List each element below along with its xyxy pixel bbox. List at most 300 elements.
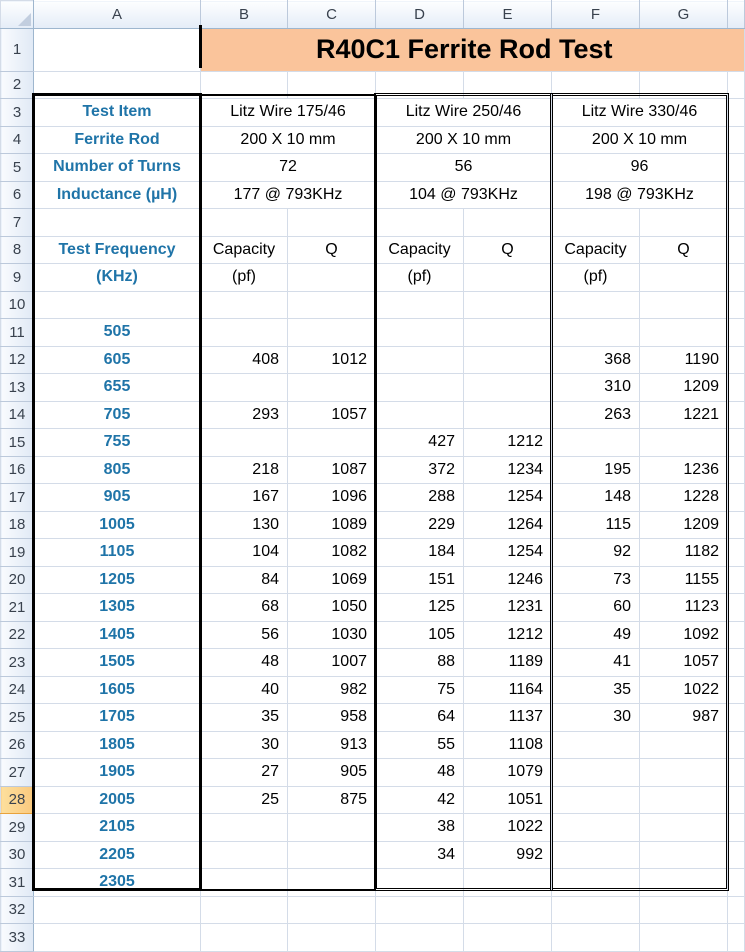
cell-A23[interactable]: 1505 xyxy=(34,649,201,677)
cell-F3[interactable]: Litz Wire 330/46 xyxy=(552,99,728,127)
cell-B24[interactable]: 40 xyxy=(201,676,288,704)
cell-B31[interactable] xyxy=(201,869,288,897)
cell-H10[interactable] xyxy=(728,291,745,319)
row-header-31[interactable]: 31 xyxy=(1,869,34,897)
cell-B12[interactable]: 408 xyxy=(201,346,288,374)
cell-A9[interactable]: (KHz) xyxy=(34,264,201,292)
cell-A11[interactable]: 505 xyxy=(34,319,201,347)
col-header-F[interactable]: F xyxy=(552,1,640,29)
cell-H27[interactable] xyxy=(728,759,745,787)
cell-F8[interactable]: Capacity xyxy=(552,236,640,264)
cell-E26[interactable]: 1108 xyxy=(464,731,552,759)
cell-C31[interactable] xyxy=(288,869,376,897)
cell-E16[interactable]: 1234 xyxy=(464,456,552,484)
cell-E33[interactable] xyxy=(464,924,552,952)
cell-H1[interactable] xyxy=(728,28,745,71)
cell-F28[interactable] xyxy=(552,786,640,814)
row-header-1[interactable]: 1 xyxy=(1,28,34,71)
cell-A24[interactable]: 1605 xyxy=(34,676,201,704)
cell-D8[interactable]: Capacity xyxy=(376,236,464,264)
cell-A21[interactable]: 1305 xyxy=(34,594,201,622)
cell-C12[interactable]: 1012 xyxy=(288,346,376,374)
cell-E10[interactable] xyxy=(464,291,552,319)
row-header-22[interactable]: 22 xyxy=(1,621,34,649)
row-header-12[interactable]: 12 xyxy=(1,346,34,374)
cell-B33[interactable] xyxy=(201,924,288,952)
cell-F4[interactable]: 200 X 10 mm xyxy=(552,126,728,154)
cell-E28[interactable]: 1051 xyxy=(464,786,552,814)
cell-B27[interactable]: 27 xyxy=(201,759,288,787)
cell-F5[interactable]: 96 xyxy=(552,154,728,182)
cell-D5[interactable]: 56 xyxy=(376,154,552,182)
cell-A20[interactable]: 1205 xyxy=(34,566,201,594)
cell-A1[interactable] xyxy=(34,28,201,71)
col-header-A[interactable]: A xyxy=(34,1,201,29)
row-header-2[interactable]: 2 xyxy=(1,71,34,99)
cell-E23[interactable]: 1189 xyxy=(464,649,552,677)
cell-E18[interactable]: 1264 xyxy=(464,511,552,539)
sheet-row-3 xyxy=(1,99,745,127)
cell-B14[interactable]: 293 xyxy=(201,401,288,429)
cell-F29[interactable] xyxy=(552,814,640,842)
cell-E14[interactable] xyxy=(464,401,552,429)
cell-C25[interactable]: 958 xyxy=(288,704,376,732)
cell-E19[interactable]: 1254 xyxy=(464,539,552,567)
cell-D18[interactable]: 229 xyxy=(376,511,464,539)
cell-D6[interactable]: 104 @ 793KHz xyxy=(376,181,552,209)
cell-C23[interactable]: 1007 xyxy=(288,649,376,677)
cell-G7[interactable] xyxy=(640,209,728,237)
cell-A30[interactable]: 2205 xyxy=(34,841,201,869)
cell-H25[interactable] xyxy=(728,704,745,732)
cell-E8[interactable]: Q xyxy=(464,236,552,264)
row-header-32[interactable]: 32 xyxy=(1,896,34,924)
cell-D12[interactable] xyxy=(376,346,464,374)
cell-B25[interactable]: 35 xyxy=(201,704,288,732)
cell-D30[interactable]: 34 xyxy=(376,841,464,869)
cell-A5[interactable]: Number of Turns xyxy=(34,154,201,182)
row-header-17[interactable]: 17 xyxy=(1,484,34,512)
cell-G21[interactable]: 1123 xyxy=(640,594,728,622)
cell-H2[interactable] xyxy=(728,71,745,99)
row-header-26[interactable]: 26 xyxy=(1,731,34,759)
cell-A10[interactable] xyxy=(34,291,201,319)
cell-C29[interactable] xyxy=(288,814,376,842)
cell-A17[interactable]: 905 xyxy=(34,484,201,512)
row-header-4[interactable]: 4 xyxy=(1,126,34,154)
cell-E20[interactable]: 1246 xyxy=(464,566,552,594)
row-header-16[interactable]: 16 xyxy=(1,456,34,484)
cell-C15[interactable] xyxy=(288,429,376,457)
row-header-27[interactable]: 27 xyxy=(1,759,34,787)
sheet-row-5 xyxy=(1,154,745,182)
cell-E25[interactable]: 1137 xyxy=(464,704,552,732)
cell-B28[interactable]: 25 xyxy=(201,786,288,814)
sheet-row-12 xyxy=(1,346,745,374)
cell-B22[interactable]: 56 xyxy=(201,621,288,649)
cell-E9[interactable] xyxy=(464,264,552,292)
row-header-19[interactable]: 19 xyxy=(1,539,34,567)
cell-D23[interactable]: 88 xyxy=(376,649,464,677)
cell-H17[interactable] xyxy=(728,484,745,512)
cell-H18[interactable] xyxy=(728,511,745,539)
cell-B17[interactable]: 167 xyxy=(201,484,288,512)
cell-G28[interactable] xyxy=(640,786,728,814)
cell-C22[interactable]: 1030 xyxy=(288,621,376,649)
cell-F12[interactable]: 368 xyxy=(552,346,640,374)
cell-A15[interactable]: 755 xyxy=(34,429,201,457)
cell-H9[interactable] xyxy=(728,264,745,292)
cell-F7[interactable] xyxy=(552,209,640,237)
cell-D22[interactable]: 105 xyxy=(376,621,464,649)
row-header-9[interactable]: 9 xyxy=(1,264,34,292)
cell-E7[interactable] xyxy=(464,209,552,237)
cell-G14[interactable]: 1221 xyxy=(640,401,728,429)
cell-F13[interactable]: 310 xyxy=(552,374,640,402)
cell-H30[interactable] xyxy=(728,841,745,869)
cell-A6[interactable]: Inductance (µH) xyxy=(34,181,201,209)
cell-D28[interactable]: 42 xyxy=(376,786,464,814)
cell-E17[interactable]: 1254 xyxy=(464,484,552,512)
sheet-row-15 xyxy=(1,429,745,457)
cell-C26[interactable]: 913 xyxy=(288,731,376,759)
cell-H33[interactable] xyxy=(728,924,745,952)
row-header-25[interactable]: 25 xyxy=(1,704,34,732)
cell-F25[interactable]: 30 xyxy=(552,704,640,732)
cell-A33[interactable] xyxy=(34,924,201,952)
cell-A25[interactable]: 1705 xyxy=(34,704,201,732)
cell-G10[interactable] xyxy=(640,291,728,319)
cell-G30[interactable] xyxy=(640,841,728,869)
cell-B30[interactable] xyxy=(201,841,288,869)
cell-C10[interactable] xyxy=(288,291,376,319)
cell-H22[interactable] xyxy=(728,621,745,649)
cell-H26[interactable] xyxy=(728,731,745,759)
cell-A16[interactable]: 805 xyxy=(34,456,201,484)
cell-G22[interactable]: 1092 xyxy=(640,621,728,649)
cell-F21[interactable]: 60 xyxy=(552,594,640,622)
cell-G13[interactable]: 1209 xyxy=(640,374,728,402)
cell-G25[interactable]: 987 xyxy=(640,704,728,732)
row-header-3[interactable]: 3 xyxy=(1,99,34,127)
row-header-15[interactable]: 15 xyxy=(1,429,34,457)
row-header-28[interactable]: 28 xyxy=(1,786,34,814)
cell-F15[interactable] xyxy=(552,429,640,457)
cell-H32[interactable] xyxy=(728,896,745,924)
cell-C27[interactable]: 905 xyxy=(288,759,376,787)
cell-H12[interactable] xyxy=(728,346,745,374)
cell-A8[interactable]: Test Frequency xyxy=(34,236,201,264)
cell-D17[interactable]: 288 xyxy=(376,484,464,512)
cell-C11[interactable] xyxy=(288,319,376,347)
cell-D7[interactable] xyxy=(376,209,464,237)
col-header-D[interactable]: D xyxy=(376,1,464,29)
sheet-row-25 xyxy=(1,704,745,732)
cell-E2[interactable] xyxy=(464,71,552,99)
cell-A27[interactable]: 1905 xyxy=(34,759,201,787)
cell-G15[interactable] xyxy=(640,429,728,457)
cell-G29[interactable] xyxy=(640,814,728,842)
cell-H8[interactable] xyxy=(728,236,745,264)
cell-F19[interactable]: 92 xyxy=(552,539,640,567)
cell-H16[interactable] xyxy=(728,456,745,484)
cell-D33[interactable] xyxy=(376,924,464,952)
cell-A14[interactable]: 705 xyxy=(34,401,201,429)
cell-A26[interactable]: 1805 xyxy=(34,731,201,759)
cell-D14[interactable] xyxy=(376,401,464,429)
cell-D24[interactable]: 75 xyxy=(376,676,464,704)
cell-H31[interactable] xyxy=(728,869,745,897)
cell-D19[interactable]: 184 xyxy=(376,539,464,567)
cell-F11[interactable] xyxy=(552,319,640,347)
cell-A4[interactable]: Ferrite Rod xyxy=(34,126,201,154)
cell-A28[interactable]: 2005 xyxy=(34,786,201,814)
cell-H6[interactable] xyxy=(728,181,745,209)
cell-B7[interactable] xyxy=(201,209,288,237)
cell-C28[interactable]: 875 xyxy=(288,786,376,814)
cell-G27[interactable] xyxy=(640,759,728,787)
cell-C20[interactable]: 1069 xyxy=(288,566,376,594)
cell-D16[interactable]: 372 xyxy=(376,456,464,484)
cell-A19[interactable]: 1105 xyxy=(34,539,201,567)
row-header-33[interactable]: 33 xyxy=(1,924,34,952)
row-header-21[interactable]: 21 xyxy=(1,594,34,622)
cell-F30[interactable] xyxy=(552,841,640,869)
cell-H5[interactable] xyxy=(728,154,745,182)
cell-B6[interactable]: 177 @ 793KHz xyxy=(201,181,376,209)
cell-H24[interactable] xyxy=(728,676,745,704)
cell-G20[interactable]: 1155 xyxy=(640,566,728,594)
row-header-30[interactable]: 30 xyxy=(1,841,34,869)
cell-F33[interactable] xyxy=(552,924,640,952)
cell-C30[interactable] xyxy=(288,841,376,869)
cell-H14[interactable] xyxy=(728,401,745,429)
cell-E32[interactable] xyxy=(464,896,552,924)
cell-A31[interactable]: 2305 xyxy=(34,869,201,897)
cell-F22[interactable]: 49 xyxy=(552,621,640,649)
cell-E11[interactable] xyxy=(464,319,552,347)
cell-E15[interactable]: 1212 xyxy=(464,429,552,457)
cell-H11[interactable] xyxy=(728,319,745,347)
cell-F26[interactable] xyxy=(552,731,640,759)
sheet-row-20 xyxy=(1,566,745,594)
cell-D4[interactable]: 200 X 10 mm xyxy=(376,126,552,154)
cell-B11[interactable] xyxy=(201,319,288,347)
cell-B8[interactable]: Capacity xyxy=(201,236,288,264)
cell-F14[interactable]: 263 xyxy=(552,401,640,429)
cell-B26[interactable]: 30 xyxy=(201,731,288,759)
cell-A18[interactable]: 1005 xyxy=(34,511,201,539)
cell-C19[interactable]: 1082 xyxy=(288,539,376,567)
col-header-B[interactable]: B xyxy=(201,1,288,29)
cell-C33[interactable] xyxy=(288,924,376,952)
select-all-corner[interactable] xyxy=(1,1,34,29)
cell-C8[interactable]: Q xyxy=(288,236,376,264)
cell-A2[interactable] xyxy=(34,71,201,99)
cell-C21[interactable]: 1050 xyxy=(288,594,376,622)
cell-A13[interactable]: 655 xyxy=(34,374,201,402)
cell-H21[interactable] xyxy=(728,594,745,622)
cell-G26[interactable] xyxy=(640,731,728,759)
cell-H7[interactable] xyxy=(728,209,745,237)
cell-B13[interactable] xyxy=(201,374,288,402)
cell-D26[interactable]: 55 xyxy=(376,731,464,759)
cell-F6[interactable]: 198 @ 793KHz xyxy=(552,181,728,209)
cell-B2[interactable] xyxy=(201,71,288,99)
cell-A32[interactable] xyxy=(34,896,201,924)
cell-C14[interactable]: 1057 xyxy=(288,401,376,429)
sheet-row-10 xyxy=(1,291,745,319)
cell-B9[interactable]: (pf) xyxy=(201,264,288,292)
cell-G11[interactable] xyxy=(640,319,728,347)
cell-D11[interactable] xyxy=(376,319,464,347)
row-header-7[interactable]: 7 xyxy=(1,209,34,237)
cell-F27[interactable] xyxy=(552,759,640,787)
cell-B16[interactable]: 218 xyxy=(201,456,288,484)
cell-D25[interactable]: 64 xyxy=(376,704,464,732)
cell-G31[interactable] xyxy=(640,869,728,897)
cell-C18[interactable]: 1089 xyxy=(288,511,376,539)
sheet-row-2 xyxy=(1,71,745,99)
cell-A12[interactable]: 605 xyxy=(34,346,201,374)
row-header-24[interactable]: 24 xyxy=(1,676,34,704)
cell-A29[interactable]: 2105 xyxy=(34,814,201,842)
cell-C32[interactable] xyxy=(288,896,376,924)
cell-F32[interactable] xyxy=(552,896,640,924)
row-header-13[interactable]: 13 xyxy=(1,374,34,402)
cell-D20[interactable]: 151 xyxy=(376,566,464,594)
col-header-G[interactable]: G xyxy=(640,1,728,29)
cell-D3[interactable]: Litz Wire 250/46 xyxy=(376,99,552,127)
cell-F24[interactable]: 35 xyxy=(552,676,640,704)
cell-F2[interactable] xyxy=(552,71,640,99)
cell-H28[interactable] xyxy=(728,786,745,814)
row-header-14[interactable]: 14 xyxy=(1,401,34,429)
cell-D9[interactable]: (pf) xyxy=(376,264,464,292)
col-header-E[interactable]: E xyxy=(464,1,552,29)
cell-F16[interactable]: 195 xyxy=(552,456,640,484)
cell-G16[interactable]: 1236 xyxy=(640,456,728,484)
cell-E27[interactable]: 1079 xyxy=(464,759,552,787)
cell-F31[interactable] xyxy=(552,869,640,897)
cell-E30[interactable]: 992 xyxy=(464,841,552,869)
cell-F20[interactable]: 73 xyxy=(552,566,640,594)
sheet-row-19 xyxy=(1,539,745,567)
cell-F17[interactable]: 148 xyxy=(552,484,640,512)
cell-G2[interactable] xyxy=(640,71,728,99)
cell-A22[interactable]: 1405 xyxy=(34,621,201,649)
cell-B23[interactable]: 48 xyxy=(201,649,288,677)
cell-C2[interactable] xyxy=(288,71,376,99)
row-header-23[interactable]: 23 xyxy=(1,649,34,677)
cell-G24[interactable]: 1022 xyxy=(640,676,728,704)
cell-A3[interactable]: Test Item xyxy=(34,99,201,127)
cell-H19[interactable] xyxy=(728,539,745,567)
sheet-row-14 xyxy=(1,401,745,429)
cell-E31[interactable] xyxy=(464,869,552,897)
cell-C16[interactable]: 1087 xyxy=(288,456,376,484)
col-header-C[interactable]: C xyxy=(288,1,376,29)
row-header-29[interactable]: 29 xyxy=(1,814,34,842)
cell-B29[interactable] xyxy=(201,814,288,842)
cell-B3[interactable]: Litz Wire 175/46 xyxy=(201,99,376,127)
cell-B10[interactable] xyxy=(201,291,288,319)
cell-D2[interactable] xyxy=(376,71,464,99)
cell-C9[interactable] xyxy=(288,264,376,292)
cell-H4[interactable] xyxy=(728,126,745,154)
row-header-6[interactable]: 6 xyxy=(1,181,34,209)
cell-H13[interactable] xyxy=(728,374,745,402)
cell-G18[interactable]: 1209 xyxy=(640,511,728,539)
cell-G23[interactable]: 1057 xyxy=(640,649,728,677)
cell-B19[interactable]: 104 xyxy=(201,539,288,567)
cell-G9[interactable] xyxy=(640,264,728,292)
cell-D29[interactable]: 38 xyxy=(376,814,464,842)
cell-H3[interactable] xyxy=(728,99,745,127)
cell-E22[interactable]: 1212 xyxy=(464,621,552,649)
cell-F9[interactable]: (pf) xyxy=(552,264,640,292)
row-header-5[interactable]: 5 xyxy=(1,154,34,182)
cell-H23[interactable] xyxy=(728,649,745,677)
row-header-20[interactable]: 20 xyxy=(1,566,34,594)
cell-B20[interactable]: 84 xyxy=(201,566,288,594)
cell-D15[interactable]: 427 xyxy=(376,429,464,457)
cell-B5[interactable]: 72 xyxy=(201,154,376,182)
row-header-11[interactable]: 11 xyxy=(1,319,34,347)
cell-E21[interactable]: 1231 xyxy=(464,594,552,622)
row-header-10[interactable]: 10 xyxy=(1,291,34,319)
cell-G33[interactable] xyxy=(640,924,728,952)
cell-B15[interactable] xyxy=(201,429,288,457)
cell-D32[interactable] xyxy=(376,896,464,924)
col-header-partial[interactable] xyxy=(728,1,745,29)
cell-B4[interactable]: 200 X 10 mm xyxy=(201,126,376,154)
column-header-row xyxy=(1,1,745,29)
cell-G19[interactable]: 1182 xyxy=(640,539,728,567)
cell-A7[interactable] xyxy=(34,209,201,237)
cell-E12[interactable] xyxy=(464,346,552,374)
cell-G8[interactable]: Q xyxy=(640,236,728,264)
cell-E13[interactable] xyxy=(464,374,552,402)
cell-C13[interactable] xyxy=(288,374,376,402)
cell-E24[interactable]: 1164 xyxy=(464,676,552,704)
cell-C17[interactable]: 1096 xyxy=(288,484,376,512)
cell-B18[interactable]: 130 xyxy=(201,511,288,539)
cell-E29[interactable]: 1022 xyxy=(464,814,552,842)
cell-D21[interactable]: 125 xyxy=(376,594,464,622)
cell-F10[interactable] xyxy=(552,291,640,319)
cell-D31[interactable] xyxy=(376,869,464,897)
cell-C7[interactable] xyxy=(288,209,376,237)
row-header-18[interactable]: 18 xyxy=(1,511,34,539)
row-header-8[interactable]: 8 xyxy=(1,236,34,264)
cell-F18[interactable]: 115 xyxy=(552,511,640,539)
cell-D27[interactable]: 48 xyxy=(376,759,464,787)
cell-D10[interactable] xyxy=(376,291,464,319)
cell-F23[interactable]: 41 xyxy=(552,649,640,677)
cell-G32[interactable] xyxy=(640,896,728,924)
cell-H20[interactable] xyxy=(728,566,745,594)
cell-B21[interactable]: 68 xyxy=(201,594,288,622)
cell-G17[interactable]: 1228 xyxy=(640,484,728,512)
cell-C24[interactable]: 982 xyxy=(288,676,376,704)
cell-H15[interactable] xyxy=(728,429,745,457)
cell-D13[interactable] xyxy=(376,374,464,402)
sheet-title[interactable]: R40C1 Ferrite Rod Test xyxy=(201,28,728,71)
cell-G12[interactable]: 1190 xyxy=(640,346,728,374)
cell-B32[interactable] xyxy=(201,896,288,924)
cell-H29[interactable] xyxy=(728,814,745,842)
